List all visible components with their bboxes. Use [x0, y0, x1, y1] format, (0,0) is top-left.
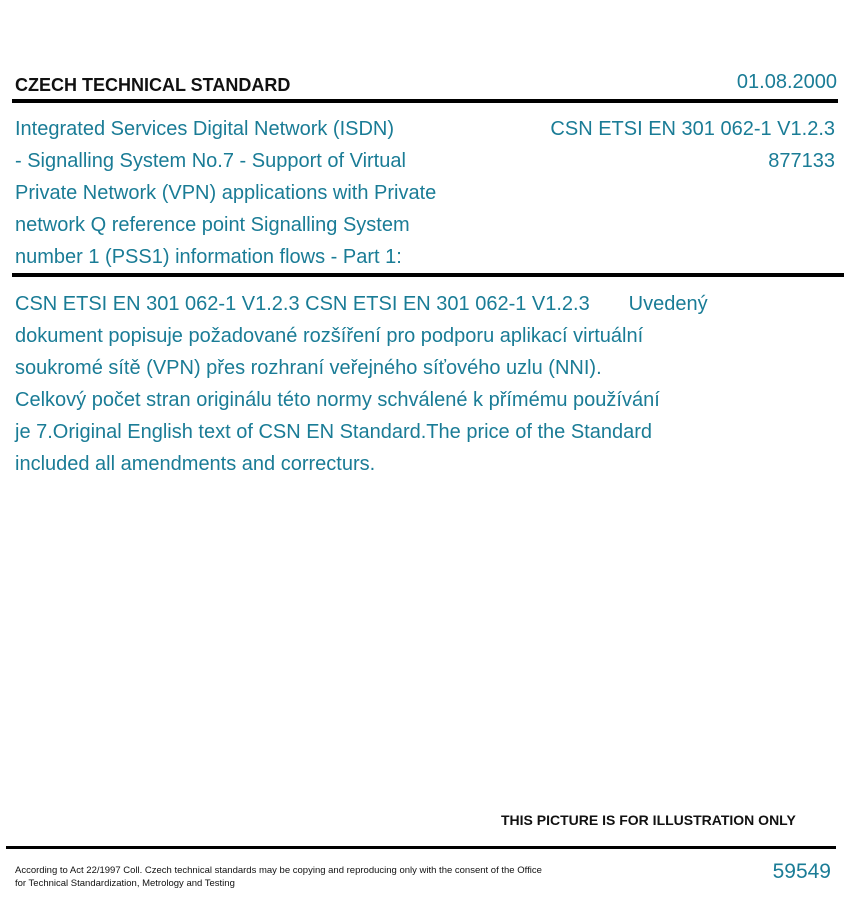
title-line: number 1 (PSS1) information flows - Part 1:	[15, 246, 402, 268]
standard-code: CSN ETSI EN 301 062-1 V1.2.3	[550, 118, 835, 140]
title-line: network Q reference point Signalling System	[15, 214, 410, 236]
standard-identifier	[550, 113, 835, 177]
illustration-note: THIS PICTURE IS FOR ILLUSTRATION ONLY	[501, 812, 796, 828]
description-line: je 7.Original English text of CSN EN Standard.The price of the Standard	[15, 421, 653, 443]
header-divider	[12, 99, 838, 103]
title-line: Integrated Services Digital Network (ISDN)	[15, 118, 395, 140]
legal-line: for Technical Standardization, Metrology and Testing	[15, 878, 235, 889]
description-line: CSN ETSI EN 301 062-1 V1.2.3 CSN ETSI EN 301 062-1 V1.2.3 Uvedený	[15, 293, 708, 315]
legal-line: According to Act 22/1997 Coll. Czech technical standards may be copying and reproducing only with the consent of the Office	[15, 865, 542, 876]
footer-divider	[6, 846, 836, 849]
standard-number: 877133	[768, 150, 835, 172]
title-divider	[12, 273, 844, 277]
description-line: dokument popisuje požadované rozšíření pro podporu aplikací virtuální	[15, 325, 644, 347]
catalog-number: 59549	[772, 860, 831, 883]
legal-notice	[15, 864, 595, 890]
description-line: Celkový počet stran originálu této normy schválené k přímému používání	[15, 389, 660, 411]
document-heading: CZECH TECHNICAL STANDARD	[15, 75, 291, 95]
publication-date: 01.08.2000	[736, 71, 837, 93]
description-line: soukromé sítě (VPN) přes rozhraní veřejného síťového uzlu (NNI).	[15, 357, 602, 379]
description-line: included all amendments and correcturs.	[15, 453, 376, 475]
title-line: - Signalling System No.7 - Support of Virtual	[15, 150, 406, 172]
standard-description	[15, 288, 775, 480]
title-line: Private Network (VPN) applications with Private	[15, 182, 437, 204]
standard-title	[15, 113, 495, 273]
